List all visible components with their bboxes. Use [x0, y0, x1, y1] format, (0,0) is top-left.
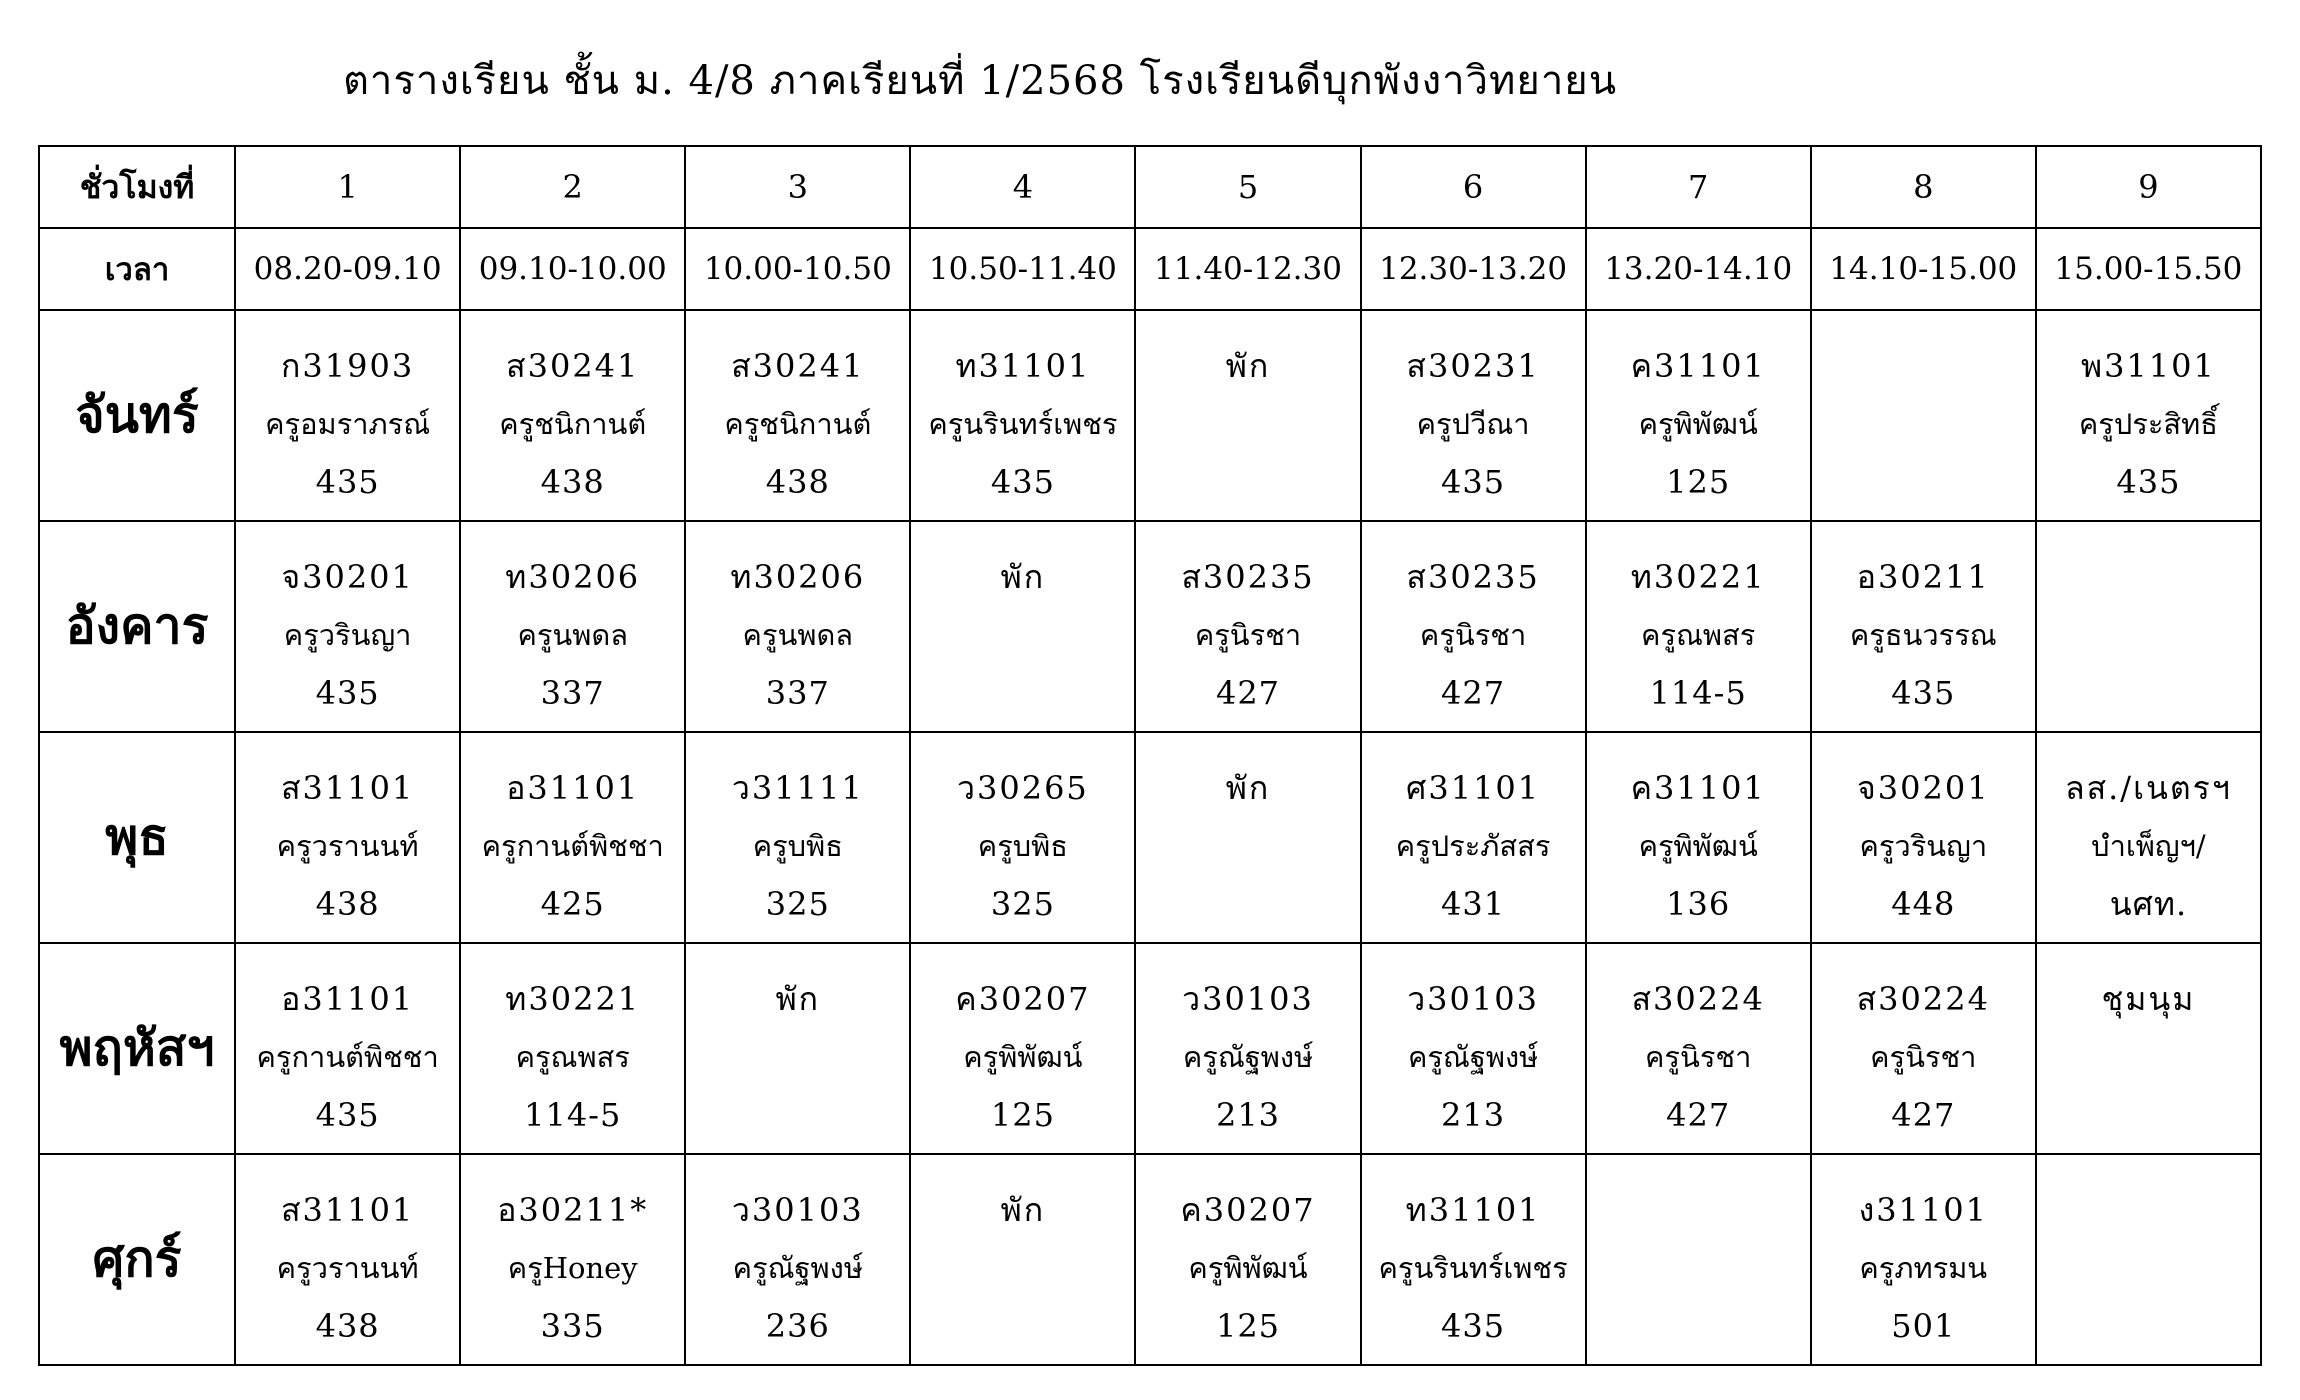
cell-code: ส30224: [1856, 980, 1990, 1018]
cell-room: 325: [990, 885, 1055, 923]
cell-content: [1136, 522, 1359, 731]
cell-code: อ31101: [281, 980, 415, 1018]
cell-content: [686, 944, 909, 1153]
schedule-cell: [1586, 732, 1811, 943]
cell-content: [911, 944, 1134, 1153]
cell-room: 427: [1666, 1096, 1731, 1134]
cell-room: 438: [765, 463, 830, 501]
cell-code: พัก: [1225, 347, 1271, 385]
cell-code: ว30103: [1407, 980, 1539, 1018]
cell-teacher: ครูภทรมน: [1859, 1251, 1988, 1285]
schedule-cell: [910, 1154, 1135, 1365]
cell-content: [1136, 944, 1359, 1153]
cell-code: ค31101: [1630, 347, 1766, 385]
cell-teacher: ครูณพสร: [515, 1040, 630, 1074]
cell-code: ค30207: [1180, 1191, 1316, 1229]
cell-teacher: ครูปวีณา: [1416, 407, 1530, 441]
time-range: 08.20-09.10: [235, 228, 460, 310]
cell-code: ท30221: [1630, 558, 1766, 596]
cell-content: [1362, 1155, 1585, 1364]
cell-teacher: ครูนิรชา: [1645, 1040, 1752, 1074]
cell-content: [686, 733, 909, 942]
cell-teacher: ครูกานต์พิชชา: [256, 1040, 439, 1074]
cell-code: พ31101: [2080, 347, 2216, 385]
schedule-cell: [1811, 732, 2036, 943]
schedule-cell: [1586, 943, 1811, 1154]
schedule-cell: [685, 521, 910, 732]
cell-room: 435: [315, 1096, 380, 1134]
cell-code: จ30201: [1857, 769, 1990, 807]
schedule-cell: [1811, 943, 2036, 1154]
cell-teacher: ครูณัฐพงษ์: [732, 1251, 863, 1285]
cell-teacher: ครูพิพัฒน์: [1188, 1251, 1308, 1285]
day-name: ศุกร์: [39, 1154, 235, 1365]
day-row: [39, 1154, 2261, 1365]
schedule-cell: [1811, 1154, 2036, 1365]
cell-content: [1587, 944, 1810, 1153]
cell-teacher: ครูณัฐพงษ์: [1407, 1040, 1539, 1074]
cell-code: พัก: [1000, 558, 1046, 596]
schedule-cell: [235, 521, 460, 732]
cell-teacher: ครูบพิธ: [752, 829, 843, 863]
period-number: 3: [685, 146, 910, 228]
cell-code: ส30241: [731, 347, 865, 385]
cell-room: 431: [1441, 885, 1506, 923]
time-range: 13.20-14.10: [1586, 228, 1811, 310]
cell-content: [686, 522, 909, 731]
cell-teacher: ครูอมราภรณ์: [265, 407, 431, 441]
cell-room: 438: [540, 463, 605, 501]
cell-content: [1362, 733, 1585, 942]
schedule-cell: [460, 943, 685, 1154]
cell-code: ส30231: [1406, 347, 1540, 385]
cell-code: อ30211*: [497, 1191, 649, 1229]
cell-room: 435: [1441, 1307, 1506, 1345]
cell-teacher: ครูนรินทร์เพชร: [928, 407, 1118, 441]
schedule-cell: [1586, 310, 1811, 521]
cell-code: ง31101: [1858, 1191, 1988, 1229]
cell-teacher: ครูชนิกานต์: [724, 407, 872, 441]
schedule-cell: [1135, 943, 1360, 1154]
cell-content: [1587, 522, 1810, 731]
period-number: 9: [2036, 146, 2261, 228]
cell-code: ศ31101: [1406, 769, 1541, 807]
schedule-cell: [1361, 1154, 1586, 1365]
cell-room: 435: [1441, 463, 1506, 501]
cell-teacher: ครูประภัสสร: [1395, 829, 1551, 863]
schedule-cell: [2036, 521, 2261, 732]
cell-code: ส31101: [280, 1191, 415, 1229]
schedule-cell: [1135, 521, 1360, 732]
cell-code: ก31903: [281, 347, 415, 385]
cell-code: พัก: [1000, 1191, 1046, 1229]
schedule-cell: [1135, 1154, 1360, 1365]
cell-code: ค30207: [955, 980, 1091, 1018]
period-header-row: [39, 146, 2261, 228]
period-number: 8: [1811, 146, 2036, 228]
schedule-cell: [685, 1154, 910, 1365]
cell-room: 335: [540, 1307, 605, 1345]
cell-code: ท31101: [1405, 1191, 1541, 1229]
schedule-cell: [685, 943, 910, 1154]
cell-code: อ30211: [1856, 558, 1990, 596]
cell-content: [2037, 944, 2260, 1153]
cell-content: [1362, 944, 1585, 1153]
time-range: 10.00-10.50: [685, 228, 910, 310]
schedule-cell: [1361, 943, 1586, 1154]
schedule-cell: [235, 943, 460, 1154]
cell-content: [1587, 311, 1810, 520]
cell-content: [911, 733, 1134, 942]
cell-teacher: ครูชนิกานต์: [499, 407, 647, 441]
day-name: พฤหัสฯ: [39, 943, 235, 1154]
schedule-cell: [685, 732, 910, 943]
cell-content: [1812, 944, 2035, 1153]
cell-teacher: ครูวรินญา: [1859, 829, 1988, 863]
cell-content: [236, 522, 459, 731]
period-number: 5: [1135, 146, 1360, 228]
cell-content: [1587, 733, 1810, 942]
cell-room: 427: [1215, 674, 1281, 712]
cell-code: จ30201: [281, 558, 414, 596]
cell-teacher: ครูพิพัฒน์: [963, 1040, 1083, 1074]
cell-content: [236, 733, 459, 942]
cell-teacher: ครูณพสร: [1641, 618, 1756, 652]
cell-content: [461, 733, 684, 942]
cell-content: [236, 311, 459, 520]
cell-code: พัก: [1225, 769, 1271, 807]
cell-code: ส30241: [506, 347, 640, 385]
period-label: ชั่วโมงที่: [39, 146, 235, 228]
cell-room: 236: [765, 1307, 830, 1345]
cell-content: [911, 311, 1134, 520]
day-row: [39, 732, 2261, 943]
schedule-cell: [910, 521, 1135, 732]
cell-content: [2037, 311, 2260, 520]
cell-teacher: ครูพิพัฒน์: [1638, 829, 1758, 863]
period-number: 2: [460, 146, 685, 228]
cell-code: พัก: [775, 980, 821, 1018]
cell-teacher: ครูนรินทร์เพชร: [1378, 1251, 1568, 1285]
cell-teacher: ครูวรินญา: [283, 618, 412, 652]
schedule-cell: [235, 732, 460, 943]
schedule-cell: [235, 310, 460, 521]
cell-content: [1136, 733, 1359, 942]
day-row: [39, 521, 2261, 732]
cell-room: 448: [1891, 885, 1956, 923]
time-range: 11.40-12.30: [1135, 228, 1360, 310]
cell-room: 114-5: [524, 1096, 622, 1134]
day-row: [39, 943, 2261, 1154]
cell-code: ว31111: [731, 769, 864, 807]
cell-room: 435: [990, 463, 1055, 501]
timetable: [38, 145, 2262, 1366]
cell-code: ชุมนุม: [2101, 980, 2196, 1018]
cell-teacher: ครูกานต์พิชชา: [481, 829, 664, 863]
cell-teacher: ครูวรานนท์: [276, 829, 419, 863]
schedule-cell: [1586, 1154, 1811, 1365]
cell-content: [236, 944, 459, 1153]
cell-room: 438: [315, 1307, 380, 1345]
cell-code: ส31101: [280, 769, 415, 807]
schedule-cell: [2036, 732, 2261, 943]
schedule-cell: [1811, 521, 2036, 732]
schedule-cell: [235, 1154, 460, 1365]
cell-room: 136: [1666, 885, 1731, 923]
time-row: [39, 228, 2261, 310]
cell-content: [1362, 311, 1585, 520]
cell-room: 325: [765, 885, 830, 923]
cell-content: [1812, 733, 2035, 942]
cell-room: 213: [1215, 1096, 1281, 1134]
cell-code: ส30224: [1631, 980, 1765, 1018]
cell-content: [911, 522, 1134, 731]
cell-teacher: บำเพ็ญฯ/: [2091, 829, 2206, 863]
cell-code: ว30103: [1182, 980, 1314, 1018]
cell-code: อ31101: [506, 769, 640, 807]
cell-content: [1362, 522, 1585, 731]
cell-code: ท30206: [505, 558, 641, 596]
schedule-cell: [2036, 310, 2261, 521]
cell-room: 501: [1891, 1307, 1956, 1345]
schedule-cell: [460, 732, 685, 943]
cell-teacher: ครูHoney: [507, 1251, 638, 1285]
schedule-cell: [460, 310, 685, 521]
cell-teacher: ครูนพดล: [742, 618, 854, 652]
cell-teacher: ครูธนวรรณ: [1849, 618, 1997, 652]
schedule-cell: [1361, 521, 1586, 732]
day-name: อังคาร: [39, 521, 235, 732]
cell-content: [236, 1155, 459, 1364]
schedule-cell: [460, 521, 685, 732]
schedule-cell: [460, 1154, 685, 1365]
cell-content: [461, 1155, 684, 1364]
cell-content: [1812, 522, 2035, 731]
cell-room: 213: [1441, 1096, 1506, 1134]
time-range: 12.30-13.20: [1361, 228, 1586, 310]
cell-code: ว30265: [957, 769, 1089, 807]
cell-room: 435: [1891, 674, 1956, 712]
period-number: 6: [1361, 146, 1586, 228]
cell-teacher: ครูนิรชา: [1870, 1040, 1977, 1074]
cell-code: ท30206: [730, 558, 866, 596]
cell-content: [461, 311, 684, 520]
schedule-cell: [1361, 732, 1586, 943]
cell-room: 125: [1666, 463, 1731, 501]
cell-code: ค31101: [1630, 769, 1766, 807]
schedule-cell: [1135, 732, 1360, 943]
page-title: ตารางเรียน ชั้น ม. 4/8 ภาคเรียนที่ 1/2568 โรงเรียนดีบุกพังงาวิทยายน: [342, 58, 1618, 104]
schedule-cell: [910, 732, 1135, 943]
cell-room: 438: [315, 885, 380, 923]
cell-content: [686, 311, 909, 520]
day-name: พุธ: [39, 732, 235, 943]
cell-content: [1136, 311, 1359, 520]
schedule-cell: [910, 943, 1135, 1154]
cell-room: 435: [2116, 463, 2181, 501]
schedule-cell: [1135, 310, 1360, 521]
time-range: 14.10-15.00: [1811, 228, 2036, 310]
cell-room: 425: [540, 885, 605, 923]
cell-content: [2037, 733, 2260, 942]
cell-code: ท31101: [955, 347, 1091, 385]
schedule-cell: [1811, 310, 2036, 521]
cell-content: [2037, 522, 2260, 731]
cell-code: ท30221: [505, 980, 641, 1018]
cell-room: 125: [990, 1096, 1055, 1134]
time-label: เวลา: [39, 228, 235, 310]
cell-teacher: ครูนพดล: [517, 618, 628, 652]
cell-content: [461, 522, 684, 731]
cell-teacher: ครูนิรชา: [1419, 618, 1527, 652]
cell-teacher: ครูนิรชา: [1194, 618, 1302, 652]
period-number: 1: [235, 146, 460, 228]
cell-room: 435: [315, 674, 380, 712]
cell-content: [1587, 1155, 1810, 1364]
cell-room: 114-5: [1649, 674, 1747, 712]
cell-room: 337: [765, 674, 830, 712]
cell-teacher: ครูประสิทธิ์: [2078, 407, 2218, 441]
time-range: 09.10-10.00: [460, 228, 685, 310]
cell-room: 435: [315, 463, 380, 501]
schedule-cell: [2036, 1154, 2261, 1365]
schedule-cell: [1361, 310, 1586, 521]
schedule-cell: [910, 310, 1135, 521]
cell-room: 427: [1441, 674, 1506, 712]
cell-code: ว30103: [731, 1191, 864, 1229]
cell-content: [1136, 1155, 1359, 1364]
period-number: 4: [910, 146, 1135, 228]
cell-teacher: ครูวรานนท์: [276, 1251, 419, 1285]
schedule-cell: [1586, 521, 1811, 732]
cell-room: 125: [1215, 1307, 1281, 1345]
cell-content: [911, 1155, 1134, 1364]
cell-content: [461, 944, 684, 1153]
cell-code: ลส./เนตรฯ: [2064, 769, 2232, 807]
day-name: จันทร์: [39, 310, 235, 521]
cell-content: [2037, 1155, 2260, 1364]
cell-teacher: ครูณัฐพงษ์: [1182, 1040, 1314, 1074]
schedule-cell: [685, 310, 910, 521]
cell-content: [1812, 1155, 2035, 1364]
cell-content: [686, 1155, 909, 1364]
cell-code: ส30235: [1181, 558, 1315, 596]
time-range: 10.50-11.40: [910, 228, 1135, 310]
period-number: 7: [1586, 146, 1811, 228]
cell-teacher: ครูพิพัฒน์: [1638, 407, 1758, 441]
cell-room: 337: [540, 674, 605, 712]
cell-code: ส30235: [1406, 558, 1540, 596]
cell-room: นศท.: [2109, 885, 2188, 923]
cell-teacher: ครูบพิธ: [977, 829, 1068, 863]
day-row: [39, 310, 2261, 521]
time-range: 15.00-15.50: [2036, 228, 2261, 310]
schedule-cell: [2036, 943, 2261, 1154]
cell-content: [1812, 311, 2035, 520]
cell-room: 427: [1891, 1096, 1956, 1134]
